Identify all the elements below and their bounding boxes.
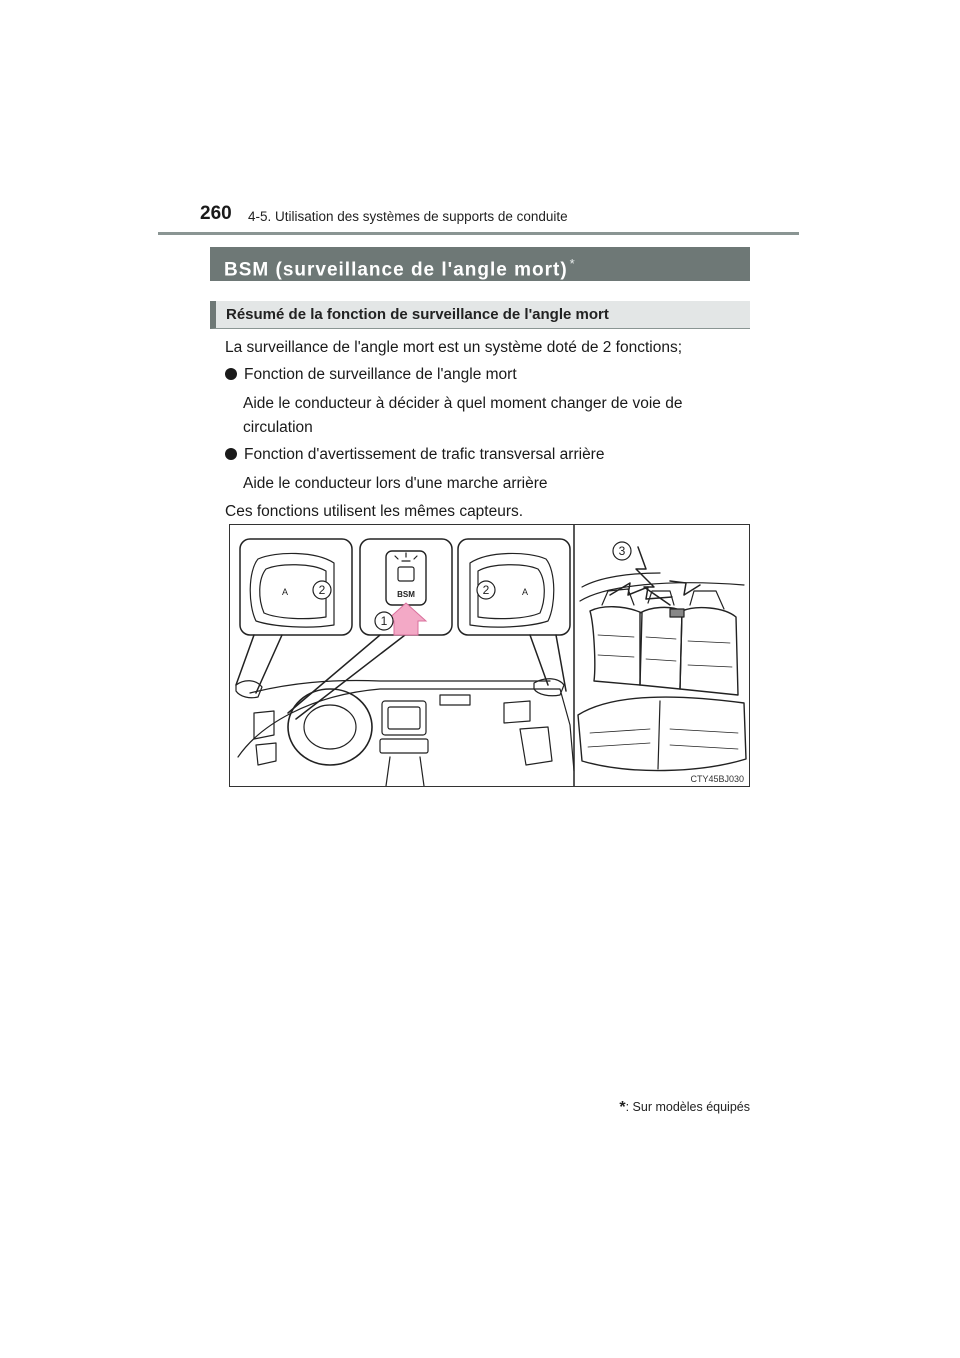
mirror-indicator-glyph: A <box>282 587 289 597</box>
callout-2-left: 2 <box>318 583 326 597</box>
bullet-title: Fonction d'avertissement de trafic transversal arrière <box>244 446 605 463</box>
footnote-asterisk: * <box>619 1099 626 1116</box>
callout-3: 3 <box>618 544 626 558</box>
page-number: 260 <box>200 203 232 224</box>
section-title: BSM (surveillance de l'angle mort) <box>224 259 568 281</box>
bullet-item-blind-spot <box>225 363 750 387</box>
bullet-icon <box>225 448 237 460</box>
body-text <box>225 336 750 524</box>
callout-2-right: 2 <box>482 583 490 597</box>
mirror-indicator-glyph: A <box>522 587 529 597</box>
callout-1: 1 <box>380 614 388 628</box>
header-rule <box>158 232 799 235</box>
subsection-title: Résumé de la fonction de surveillance de l'angle mort <box>210 301 750 329</box>
footnote-text: : Sur modèles équipés <box>625 1100 750 1114</box>
bullet-item-rear-cross-traffic <box>225 443 750 467</box>
bullet-title: Fonction de surveillance de l'angle mort <box>244 366 517 383</box>
footnote <box>619 1099 750 1117</box>
bsm-switch-label: BSM <box>397 590 415 599</box>
bullet-icon <box>225 368 237 380</box>
running-head: 4-5. Utilisation des systèmes de supports de conduite <box>248 209 568 224</box>
outro-paragraph: Ces fonctions utilisent les mêmes capteurs. <box>225 503 524 520</box>
illustration-drawing <box>230 525 749 786</box>
bsm-illustration <box>229 524 750 787</box>
intro-paragraph: La surveillance de l'angle mort est un système doté de 2 fonctions; <box>225 339 683 356</box>
bullet-description: Aide le conducteur à décider à quel moment changer de voie de circulation <box>243 395 683 436</box>
section-asterisk: * <box>569 256 576 271</box>
bullet-description: Aide le conducteur lors d'une marche arrière <box>243 475 548 492</box>
section-title-banner <box>210 247 750 281</box>
figure-code: CTY45BJ030 <box>690 774 744 784</box>
